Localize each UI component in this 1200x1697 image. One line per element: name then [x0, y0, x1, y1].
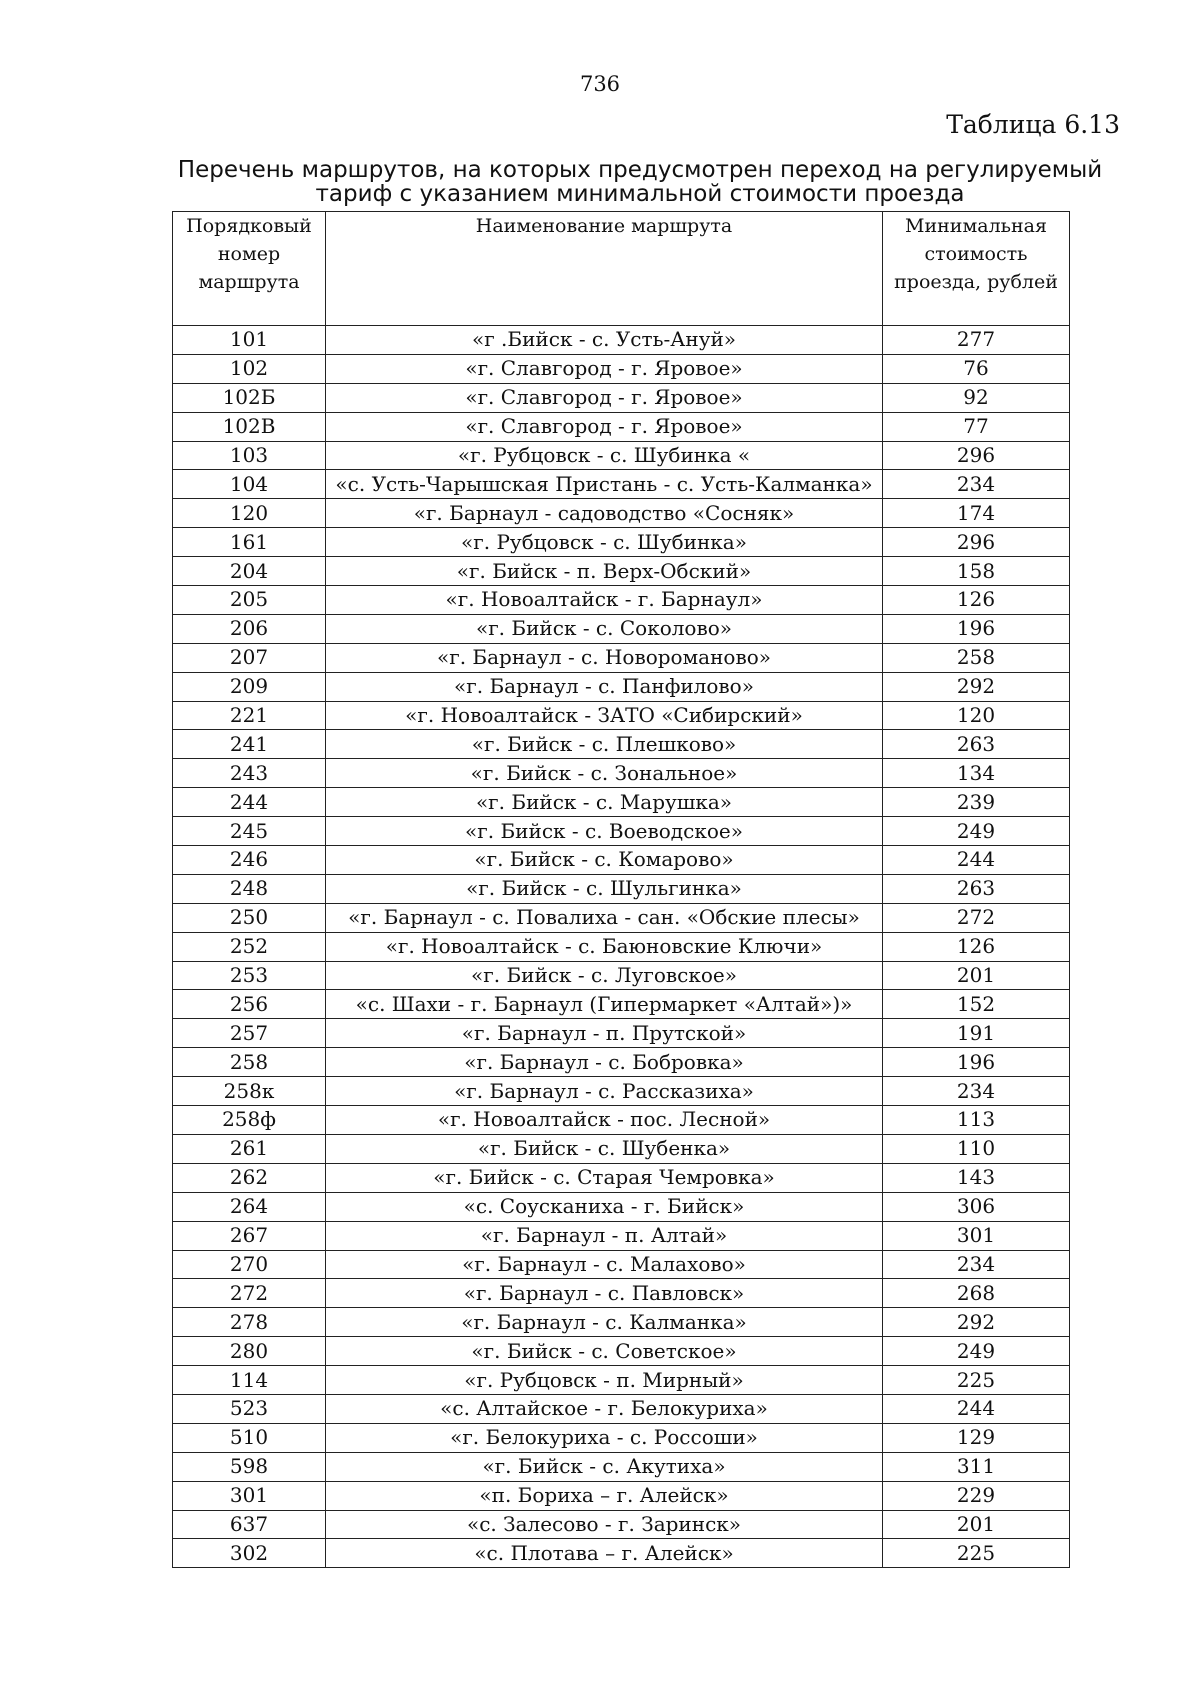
- route-name-cell: «г. Бийск - с. Луговское»: [326, 961, 883, 990]
- table-row: [173, 932, 1070, 961]
- route-price-cell: 244: [883, 1394, 1070, 1423]
- route-price-cell: 77: [883, 412, 1070, 441]
- table-row: [173, 1539, 1070, 1568]
- table-title: [170, 158, 1110, 206]
- route-name-cell: «г. Барнаул - с. Рассказиха»: [326, 1077, 883, 1106]
- route-price-cell: 249: [883, 1337, 1070, 1366]
- table-row: [173, 1106, 1070, 1135]
- route-number-cell: 261: [173, 1134, 326, 1163]
- route-number-cell: 207: [173, 643, 326, 672]
- route-price-cell: 301: [883, 1221, 1070, 1250]
- route-number-cell: 204: [173, 557, 326, 586]
- route-price-cell: 110: [883, 1134, 1070, 1163]
- table-row: [173, 1481, 1070, 1510]
- route-number-cell: 120: [173, 499, 326, 528]
- table-label: Таблица 6.13: [946, 110, 1120, 139]
- route-price-cell: 249: [883, 817, 1070, 846]
- route-price-cell: 126: [883, 586, 1070, 615]
- route-number-cell: 221: [173, 701, 326, 730]
- route-name-cell: «г. Барнаул - с. Малахово»: [326, 1250, 883, 1279]
- route-name-cell: «с. Усть-Чарышская Пристань - с. Усть-Калманка»: [326, 470, 883, 499]
- route-number-cell: 241: [173, 730, 326, 759]
- table-row: [173, 730, 1070, 759]
- route-price-cell: 258: [883, 643, 1070, 672]
- table-row: [173, 990, 1070, 1019]
- route-name-cell: «г. Бийск - с. Старая Чемровка»: [326, 1163, 883, 1192]
- header-route-name: Наименование маршрута: [326, 212, 883, 326]
- route-name-cell: «с. Алтайское - г. Белокуриха»: [326, 1394, 883, 1423]
- route-price-cell: 263: [883, 730, 1070, 759]
- route-name-cell: «г. Бийск - с. Зональное»: [326, 759, 883, 788]
- table-row: [173, 412, 1070, 441]
- table-row: [173, 1019, 1070, 1048]
- route-number-cell: 243: [173, 759, 326, 788]
- table-row: [173, 1250, 1070, 1279]
- route-number-cell: 302: [173, 1539, 326, 1568]
- route-number-cell: 102Б: [173, 383, 326, 412]
- route-number-cell: 206: [173, 614, 326, 643]
- route-price-cell: 244: [883, 846, 1070, 875]
- table-row: [173, 586, 1070, 615]
- table-row: [173, 354, 1070, 383]
- route-name-cell: «г. Барнаул - с. Новороманово»: [326, 643, 883, 672]
- page-number: 736: [579, 72, 621, 96]
- route-price-cell: 92: [883, 383, 1070, 412]
- route-price-cell: 129: [883, 1423, 1070, 1452]
- route-number-cell: 637: [173, 1510, 326, 1539]
- route-name-cell: «г. Новоалтайск - с. Баюновские Ключи»: [326, 932, 883, 961]
- route-price-cell: 234: [883, 470, 1070, 499]
- header-min-price: Минимальная стоимость проезда, рублей: [883, 212, 1070, 326]
- route-price-cell: 196: [883, 1048, 1070, 1077]
- route-price-cell: 143: [883, 1163, 1070, 1192]
- route-price-cell: 113: [883, 1106, 1070, 1135]
- route-name-cell: «г. Рубцовск - п. Мирный»: [326, 1366, 883, 1395]
- route-number-cell: 252: [173, 932, 326, 961]
- route-name-cell: «г. Барнаул - п. Алтай»: [326, 1221, 883, 1250]
- route-number-cell: 102: [173, 354, 326, 383]
- route-number-cell: 256: [173, 990, 326, 1019]
- route-price-cell: 76: [883, 354, 1070, 383]
- route-name-cell: «г. Бийск - с. Воеводское»: [326, 817, 883, 846]
- route-number-cell: 245: [173, 817, 326, 846]
- route-name-cell: «г. Белокуриха - с. Россоши»: [326, 1423, 883, 1452]
- route-price-cell: 174: [883, 499, 1070, 528]
- route-price-cell: 225: [883, 1366, 1070, 1395]
- route-price-cell: 296: [883, 528, 1070, 557]
- table-row: [173, 903, 1070, 932]
- table-row: [173, 961, 1070, 990]
- route-price-cell: 225: [883, 1539, 1070, 1568]
- route-price-cell: 311: [883, 1452, 1070, 1481]
- table-row: [173, 874, 1070, 903]
- table-row: [173, 846, 1070, 875]
- route-name-cell: «г. Бийск - с. Марушка»: [326, 788, 883, 817]
- table-row: [173, 643, 1070, 672]
- route-price-cell: 272: [883, 903, 1070, 932]
- table-row: [173, 441, 1070, 470]
- route-number-cell: 510: [173, 1423, 326, 1452]
- route-number-cell: 114: [173, 1366, 326, 1395]
- route-name-cell: «г .Бийск - с. Усть-Ануй»: [326, 326, 883, 355]
- route-number-cell: 246: [173, 846, 326, 875]
- route-name-cell: «г. Бийск - с. Шульгинка»: [326, 874, 883, 903]
- route-name-cell: «г. Бийск - с. Соколово»: [326, 614, 883, 643]
- route-number-cell: 264: [173, 1192, 326, 1221]
- route-price-cell: 152: [883, 990, 1070, 1019]
- route-name-cell: «г. Барнаул - с. Бобровка»: [326, 1048, 883, 1077]
- route-number-cell: 258к: [173, 1077, 326, 1106]
- route-number-cell: 598: [173, 1452, 326, 1481]
- route-number-cell: 278: [173, 1308, 326, 1337]
- route-number-cell: 209: [173, 672, 326, 701]
- table-row: [173, 1192, 1070, 1221]
- table-row: [173, 1048, 1070, 1077]
- route-name-cell: «г. Барнаул - с. Панфилово»: [326, 672, 883, 701]
- route-number-cell: 161: [173, 528, 326, 557]
- table-row: [173, 1510, 1070, 1539]
- route-price-cell: 120: [883, 701, 1070, 730]
- table-row: [173, 1163, 1070, 1192]
- route-number-cell: 102В: [173, 412, 326, 441]
- route-number-cell: 272: [173, 1279, 326, 1308]
- route-number-cell: 301: [173, 1481, 326, 1510]
- route-price-cell: 292: [883, 1308, 1070, 1337]
- route-price-cell: 134: [883, 759, 1070, 788]
- table-row: [173, 672, 1070, 701]
- table-row: [173, 1366, 1070, 1395]
- route-price-cell: 239: [883, 788, 1070, 817]
- table-row: [173, 1394, 1070, 1423]
- route-name-cell: «г. Барнаул - садоводство «Сосняк»: [326, 499, 883, 528]
- route-name-cell: «г. Барнаул - с. Повалиха - сан. «Обские плесы»: [326, 903, 883, 932]
- route-number-cell: 262: [173, 1163, 326, 1192]
- table-row: [173, 1452, 1070, 1481]
- route-name-cell: «г. Новоалтайск - г. Барнаул»: [326, 586, 883, 615]
- route-price-cell: 158: [883, 557, 1070, 586]
- route-price-cell: 126: [883, 932, 1070, 961]
- route-name-cell: «г. Бийск - с. Советское»: [326, 1337, 883, 1366]
- table-row: [173, 1077, 1070, 1106]
- route-name-cell: «с. Залесово - г. Заринск»: [326, 1510, 883, 1539]
- route-price-cell: 292: [883, 672, 1070, 701]
- route-price-cell: 191: [883, 1019, 1070, 1048]
- route-name-cell: «г. Бийск - п. Верх-Обский»: [326, 557, 883, 586]
- table-body: [173, 326, 1070, 1568]
- table-row: [173, 614, 1070, 643]
- route-name-cell: «г. Рубцовск - с. Шубинка»: [326, 528, 883, 557]
- table-row: [173, 383, 1070, 412]
- table-row: [173, 499, 1070, 528]
- route-name-cell: «г. Барнаул - с. Калманка»: [326, 1308, 883, 1337]
- route-number-cell: 523: [173, 1394, 326, 1423]
- table-title-line-1: Перечень маршрутов, на которых предусмотрен переход на регулируемый: [177, 157, 1103, 183]
- routes-table: [172, 211, 1070, 1568]
- route-name-cell: «г. Славгород - г. Яровое»: [326, 412, 883, 441]
- route-number-cell: 104: [173, 470, 326, 499]
- route-name-cell: «г. Новоалтайск - пос. Лесной»: [326, 1106, 883, 1135]
- route-number-cell: 280: [173, 1337, 326, 1366]
- route-name-cell: «г. Славгород - г. Яровое»: [326, 383, 883, 412]
- table-header: [173, 212, 1070, 326]
- route-price-cell: 268: [883, 1279, 1070, 1308]
- route-name-cell: «с. Плотава – г. Алейск»: [326, 1539, 883, 1568]
- table-row: [173, 1221, 1070, 1250]
- route-number-cell: 103: [173, 441, 326, 470]
- route-number-cell: 250: [173, 903, 326, 932]
- route-name-cell: «г. Барнаул - п. Прутской»: [326, 1019, 883, 1048]
- route-price-cell: 306: [883, 1192, 1070, 1221]
- route-price-cell: 196: [883, 614, 1070, 643]
- table-row: [173, 701, 1070, 730]
- route-price-cell: 277: [883, 326, 1070, 355]
- route-price-cell: 229: [883, 1481, 1070, 1510]
- route-number-cell: 253: [173, 961, 326, 990]
- route-name-cell: «п. Бориха – г. Алейск»: [326, 1481, 883, 1510]
- route-number-cell: 205: [173, 586, 326, 615]
- route-name-cell: «г. Бийск - с. Акутиха»: [326, 1452, 883, 1481]
- route-price-cell: 263: [883, 874, 1070, 903]
- route-number-cell: 248: [173, 874, 326, 903]
- route-number-cell: 244: [173, 788, 326, 817]
- route-price-cell: 234: [883, 1250, 1070, 1279]
- route-price-cell: 201: [883, 1510, 1070, 1539]
- table-title-line-2: тариф с указанием минимальной стоимости проезда: [315, 181, 965, 207]
- table-row: [173, 1337, 1070, 1366]
- table-row: [173, 817, 1070, 846]
- table-row: [173, 557, 1070, 586]
- table-row: [173, 788, 1070, 817]
- route-number-cell: 267: [173, 1221, 326, 1250]
- table-row: [173, 470, 1070, 499]
- route-name-cell: «г. Бийск - с. Плешково»: [326, 730, 883, 759]
- route-number-cell: 258: [173, 1048, 326, 1077]
- table-row: [173, 528, 1070, 557]
- route-name-cell: «с. Шахи - г. Барнаул (Гипермаркет «Алтай»)»: [326, 990, 883, 1019]
- route-number-cell: 257: [173, 1019, 326, 1048]
- table-row: [173, 1308, 1070, 1337]
- route-name-cell: «с. Соусканиха - г. Бийск»: [326, 1192, 883, 1221]
- table-row: [173, 759, 1070, 788]
- table-row: [173, 326, 1070, 355]
- route-number-cell: 101: [173, 326, 326, 355]
- table-row: [173, 1279, 1070, 1308]
- route-name-cell: «г. Славгород - г. Яровое»: [326, 354, 883, 383]
- route-price-cell: 201: [883, 961, 1070, 990]
- header-row: [173, 212, 1070, 326]
- route-name-cell: «г. Новоалтайск - ЗАТО «Сибирский»: [326, 701, 883, 730]
- route-name-cell: «г. Бийск - с. Комарово»: [326, 846, 883, 875]
- route-name-cell: «г. Рубцовск - с. Шубинка «: [326, 441, 883, 470]
- route-name-cell: «г. Барнаул - с. Павловск»: [326, 1279, 883, 1308]
- route-number-cell: 270: [173, 1250, 326, 1279]
- route-number-cell: 258ф: [173, 1106, 326, 1135]
- table-row: [173, 1134, 1070, 1163]
- table-row: [173, 1423, 1070, 1452]
- route-price-cell: 234: [883, 1077, 1070, 1106]
- route-price-cell: 296: [883, 441, 1070, 470]
- route-name-cell: «г. Бийск - с. Шубенка»: [326, 1134, 883, 1163]
- header-route-number: Порядковый номер маршрута: [173, 212, 326, 326]
